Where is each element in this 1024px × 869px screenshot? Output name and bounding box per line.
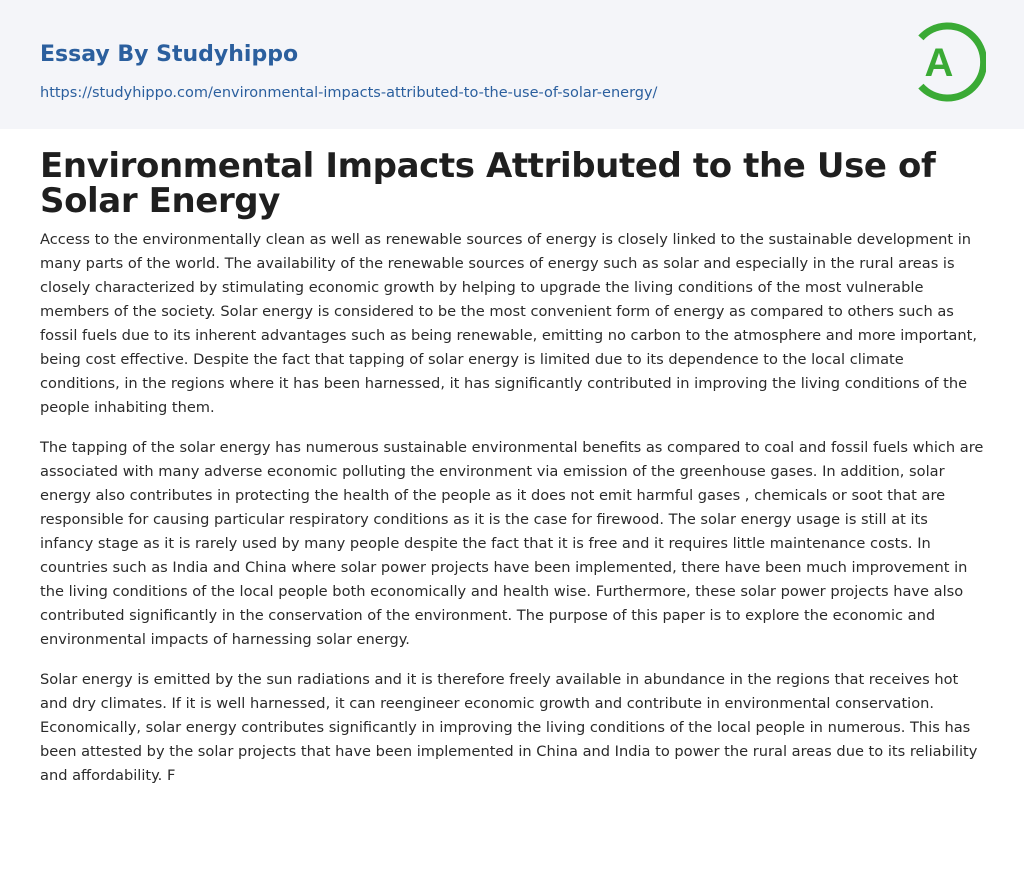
ring-letter-a-logo-icon[interactable] bbox=[912, 19, 986, 105]
article bbox=[40, 146, 985, 804]
brand-title[interactable]: Essay By Studyhippo bbox=[40, 42, 299, 67]
article-paragraph: The tapping of the solar energy has numerous sustainable environmental benefits as compared to coal and fossil fuels which are associated with many adverse economic polluting the environment via emission of the greenhouse gases. In addition, solar energy also contributes in protecting the health of the people as it does not emit harmful gases , chemicals or soot that are responsible for causing particular respiratory conditions as it is the case for firewood. The solar energy usage is still at its infancy stage as it is rarely used by many people despite the fact that it is free and it requires little maintenance costs. In countries such as India and China where solar power projects have been implemented, there have been much improvement in the living conditions of the local people both economically and health wise. Furthermore, these solar power projects have also contributed significantly in the conservation of the environment. The purpose of this paper is to explore the economic and environmental impacts of harnessing solar energy. bbox=[40, 439, 984, 648]
site-header bbox=[0, 0, 1024, 129]
source-url-link[interactable]: https://studyhippo.com/environmental-impacts-attributed-to-the-use-of-solar-energy/ bbox=[40, 85, 658, 101]
article-paragraph: Solar energy is emitted by the sun radiations and it is therefore freely available in abundance in the regions that receives hot and dry climates. If it is well harnessed, it can reengineer economic growth and contribute in environmental conservation. Economically, solar energy contributes significantly in improving the living conditions of the local people in numerous. This has been attested by the solar projects that have been implemented in China and India to power the rural areas due to its reliability and affordability. F bbox=[40, 671, 978, 784]
article-title: Environmental Impacts Attributed to the Use of Solar Energy bbox=[40, 146, 936, 221]
logo-letter: A bbox=[924, 41, 954, 85]
article-paragraph: Access to the environmentally clean as well as renewable sources of energy is closely linked to the sustainable development in many parts of the world. The availability of the renewable sources of energy such as solar and especially in the rural areas is closely characterized by stimulating economic growth by helping to upgrade the living conditions of the most vulnerable members of the society. Solar energy is considered to be the most convenient form of energy as compared to others such as fossil fuels due to its inherent advantages such as being renewable, emitting no carbon to the atmosphere and more important, being cost effective. Despite the fact that tapping of solar energy is limited due to its dependence to the local climate conditions, in the regions where it has been harnessed, it has significantly contributed in improving the living conditions of the people inhabiting them. bbox=[40, 231, 977, 416]
